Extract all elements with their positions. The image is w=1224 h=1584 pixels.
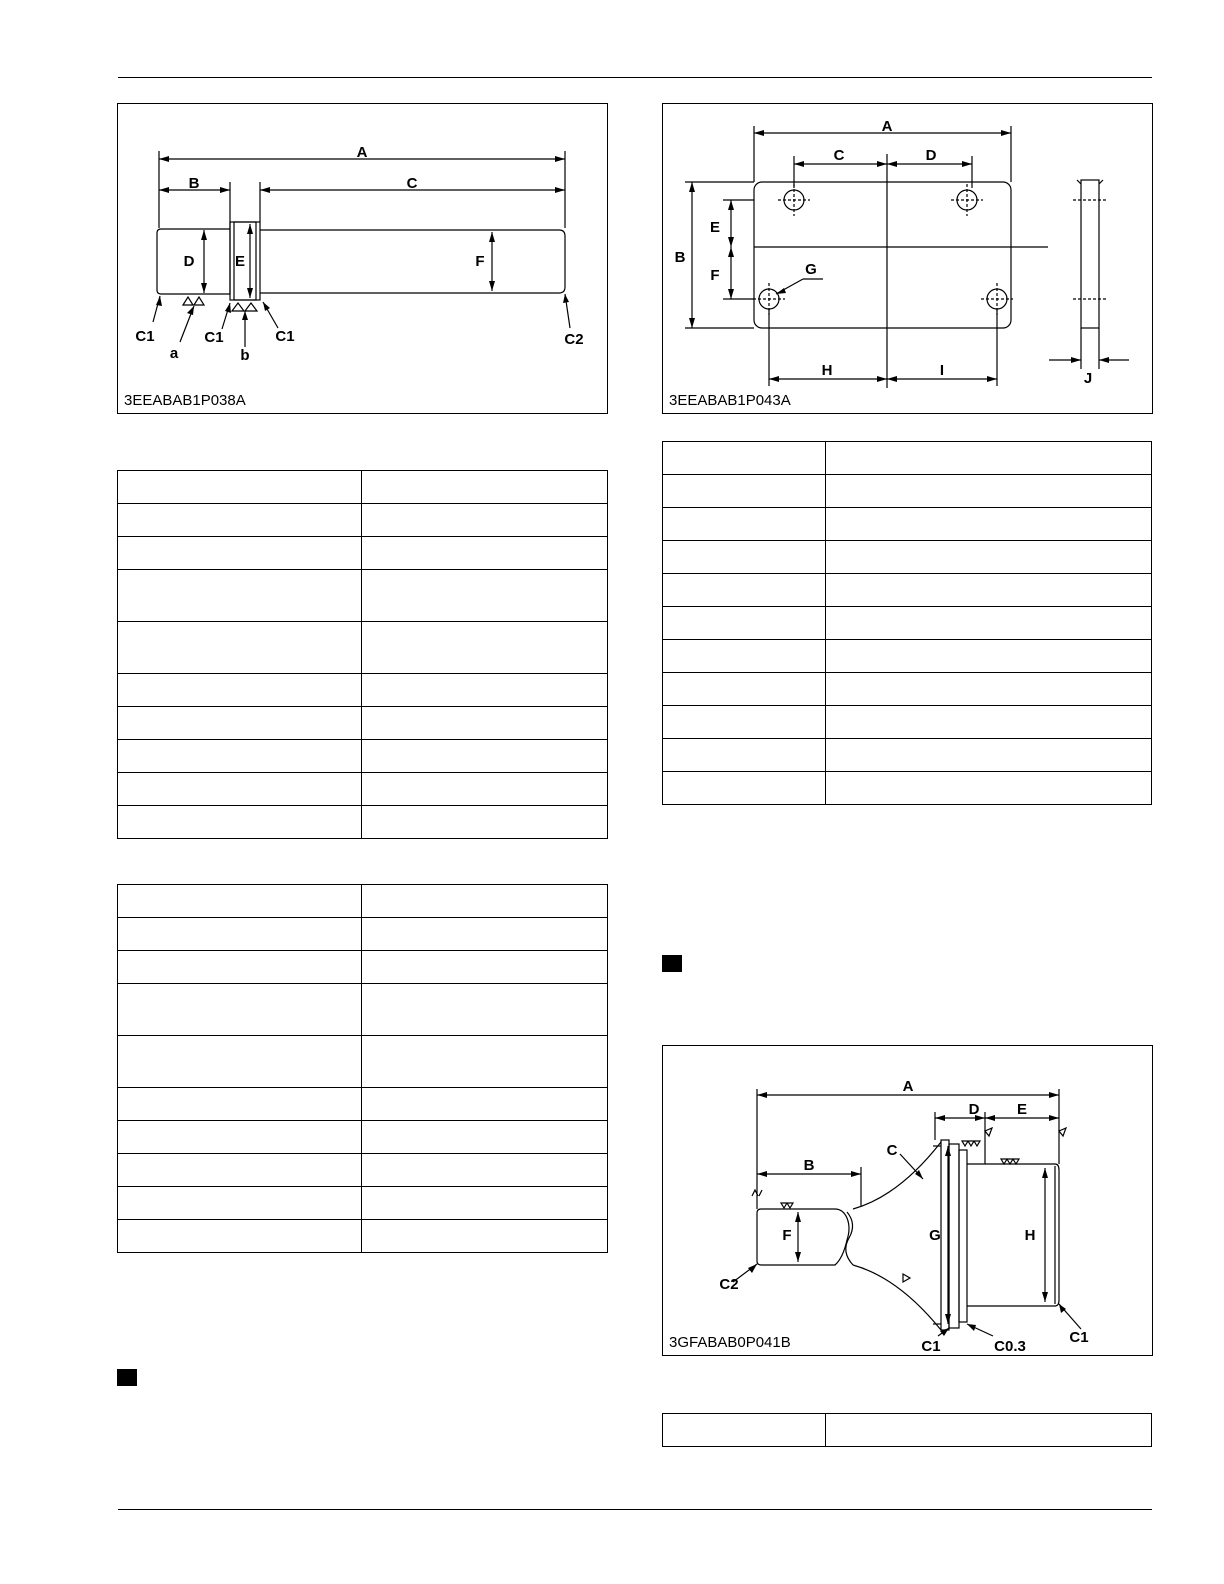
label-C: C [406, 175, 418, 192]
table-row [118, 773, 608, 806]
table-row [663, 442, 1152, 475]
label-H: H [821, 362, 833, 379]
label-B: B [674, 249, 686, 266]
label-C: C [886, 1142, 898, 1159]
label-C1-left: C1 [135, 328, 155, 345]
label-C1-right: C1 [275, 328, 295, 345]
figure-code: 3EEABAB1P038A [124, 392, 246, 409]
table-row [118, 885, 608, 918]
spec-table-4 [662, 1413, 1152, 1447]
label-E: E [709, 219, 721, 236]
section-bullet [662, 955, 682, 972]
label-A: A [356, 144, 368, 161]
shaft-drawing [118, 104, 609, 415]
table-row [118, 1036, 608, 1088]
table-row [663, 640, 1152, 673]
label-C2: C2 [564, 331, 584, 348]
label-G: G [929, 1227, 941, 1244]
table-row [663, 673, 1152, 706]
header-rule [118, 77, 1152, 78]
label-A: A [902, 1078, 914, 1095]
label-E: E [1016, 1101, 1028, 1118]
label-H: H [1024, 1227, 1036, 1244]
label-C1-hub: C1 [1069, 1329, 1089, 1346]
section-bullet [117, 1369, 137, 1386]
label-D: D [183, 253, 195, 270]
table-row [118, 806, 608, 839]
label-B: B [188, 175, 200, 192]
figure-code: 3GFABAB0P041B [669, 1334, 791, 1351]
table-row [118, 504, 608, 537]
table-row [118, 537, 608, 570]
label-D: D [925, 147, 937, 164]
table-row [663, 475, 1152, 508]
label-a: a [169, 345, 179, 362]
table-row [118, 1088, 608, 1121]
figure-flange-shaft-diagram [662, 1045, 1153, 1356]
table-row [663, 607, 1152, 640]
label-C2: C2 [719, 1276, 739, 1293]
flange-shaft-drawing [663, 1046, 1154, 1357]
table-row [118, 622, 608, 674]
label-C1-flange: C1 [921, 1338, 941, 1355]
label-J: J [1083, 370, 1093, 387]
table-row [663, 739, 1152, 772]
footer-rule [118, 1509, 1152, 1510]
label-G: G [805, 261, 817, 278]
label-C: C [833, 147, 845, 164]
table-row [663, 772, 1152, 805]
spec-table-3 [662, 441, 1152, 805]
label-A: A [881, 118, 893, 135]
table-row [118, 1154, 608, 1187]
table-row [663, 541, 1152, 574]
table-row [118, 570, 608, 622]
table-row [118, 471, 608, 504]
figure-plate-diagram [662, 103, 1153, 414]
label-b: b [240, 347, 250, 364]
figure-code: 3EEABAB1P043A [669, 392, 791, 409]
figure-shaft-diagram [117, 103, 608, 414]
table-row [663, 1414, 1152, 1447]
plate-drawing [663, 104, 1154, 415]
label-C1-middle: C1 [204, 329, 224, 346]
label-C0-3: C0.3 [994, 1338, 1026, 1355]
table-row [118, 674, 608, 707]
spec-table-2 [117, 884, 608, 1253]
table-row [118, 918, 608, 951]
table-row [663, 706, 1152, 739]
table-row [118, 707, 608, 740]
label-E: E [234, 253, 246, 270]
table-row [118, 951, 608, 984]
table-row [663, 574, 1152, 607]
table-row [118, 1121, 608, 1154]
label-B: B [803, 1157, 815, 1174]
label-F: F [710, 267, 720, 284]
label-D: D [968, 1101, 980, 1118]
table-row [663, 508, 1152, 541]
table-row [118, 740, 608, 773]
table-row [118, 1187, 608, 1220]
spec-table-1 [117, 470, 608, 839]
table-row [118, 984, 608, 1036]
label-F: F [782, 1227, 792, 1244]
table-row [118, 1220, 608, 1253]
label-I: I [939, 362, 945, 379]
label-F: F [475, 253, 485, 270]
